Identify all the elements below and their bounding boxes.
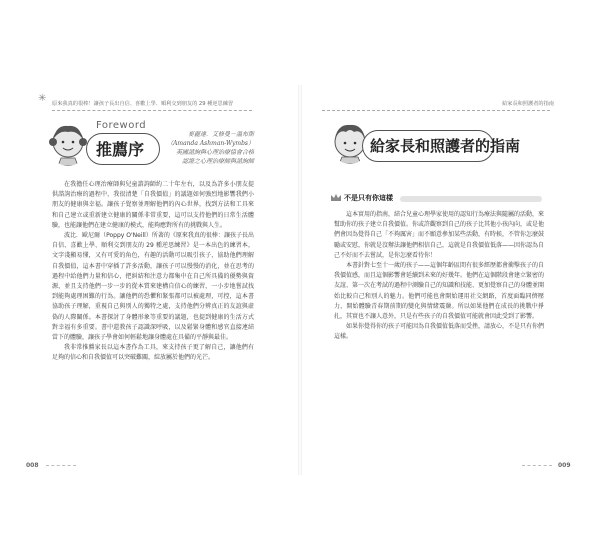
signature-line: （Amanda Ashman-Wymbs） — [167, 140, 254, 147]
right-page-number: 009 — [558, 462, 571, 469]
paragraph: 我非常推薦家長以這本書作為工具，來支持孩子更了解自己，讓他們有足夠的信心和自我價值可以突破難關，綻放屬於他們的光芒。 — [52, 344, 254, 362]
foreword-signature — [150, 130, 254, 166]
signature-line: 英國諮詢與心理治療協會合格 — [175, 149, 254, 156]
sparkle-icon: ✳ — [38, 93, 47, 104]
foreword-title: 推薦序 — [96, 140, 145, 159]
paragraph: 如果你覺得你的孩子可能因為自我價值低落而受挫，請放心，不是只有你們這樣。 — [334, 323, 545, 341]
foreword-label: Foreword — [96, 120, 147, 131]
section-heading-bar — [400, 196, 542, 202]
left-running-header: 原來我真的很棒！讓孩子長出自信、喜歡上學、順利交到朋友的 29 種逆思練習 — [52, 101, 234, 107]
left-page-number-rule — [46, 465, 76, 466]
crown-icon — [330, 193, 342, 202]
right-running-header: 給家長和照護者的指南 — [502, 101, 554, 107]
right-running-rule — [322, 110, 550, 111]
left-running-rule — [52, 110, 252, 111]
section-heading: 不是只有你這樣 — [344, 194, 393, 202]
left-page-number: 008 — [26, 462, 39, 469]
guide-title: 給家長和照護者的指南 — [370, 137, 521, 155]
signature-line: 麥麗達．艾修曼－溫布斯 — [187, 131, 254, 138]
guide-body — [334, 210, 544, 343]
signature-line: 認證之心理治療師與諮詢師 — [181, 158, 254, 165]
girl-avatar-icon — [48, 120, 88, 166]
paragraph: 本書針對七至十一歲的孩子——這個年齡區間有很多經歷都會衝擊孩子的自我價值感，而且這個影響會延續到未來的好幾年。他們在這個階段會建立緊密的友誼、第一次在考試的過程中測驗自己的知識和技能、更加覺察自己的身體並開始比較自己和別人的魅力。他們可能也會開始運用社交網路，首度面臨同儕壓力，開始體驗青春期前期的變化與情緒震盪。所以如果他們在成長的挑戰中掙扎，其實也不讓人意外，只是有些孩子的自我價值可能就會因此受到了影響。 — [334, 262, 545, 321]
paragraph: 在我擔任心理治療師與兒童諮詢師約二十年左右，以及為許多小朋友提供諮詢治療的過程中，我很清楚「自我價值」的議題如何強烈地影響我們小朋友的健康與幸福。讓孩子覺察並理解他們的內心世界，找到方法和工具來和自己建立或重新建立健康的關係非常重要，這可以支持他們的日常生活體驗，也能讓他們在建立健康的模式，能夠應對所有的挑戰與人生。 — [52, 181, 254, 229]
right-page-number-rule — [522, 465, 552, 466]
foreword-body — [52, 180, 254, 364]
paragraph: 這本實用的指南，結合兒童心理學家使用的認知行為療法與隨屬的活動，來幫助你的孩子建立自我價值。你或許觀察到自己的孩子比其他小孩內向，或是他們會因為覺得自己「不夠厲害」而不願意參加某些活動，有時候，不管你怎麼鼓勵或安慰，你就是沒辦法讓他們相信自己，這就是自我價值低落——因你認為自己不好而不去嘗試，是你怎麼看待你！ — [334, 211, 545, 259]
paragraph: 波比．歐尼爾（Poppy O'Neill）所著的《原來我真的很棒：讓孩子長出自信、喜歡上學、順利交到朋友的 29 種逆思練習》是一本出色的練習本，文字淺顯易懂，又有可愛的角色，有趣的活動可以吸引孩子，協助他們理解自我價值，這本書中穿插了許多活動，讓孩子可以慢慢的消化，並在思考的過程中給他們力量和信心，把糾結和注意力都集中在自己所具備的優勢與資源，並且支持他們一步一步的從本質來建構自信心的練習，一小步地嘗試找到能夠處理困難的行為。讓他們的恐懼和緊張都可以被處理，可控，這本書協助孩子理解，重視自己與別人的獨特之處，支持他們分辨真正的友誼與虛偽的人際關係。本書探討了身體形象等重要的議題，也提到健康的生活方式對幸福有多重要。書中還教孩子認識深呼吸，以及鬆緊身體和感官直接連結當下的體驗，讓孩子學會如何輕鬆地讓身體處在具備的平靜與最佳。 — [52, 232, 254, 342]
